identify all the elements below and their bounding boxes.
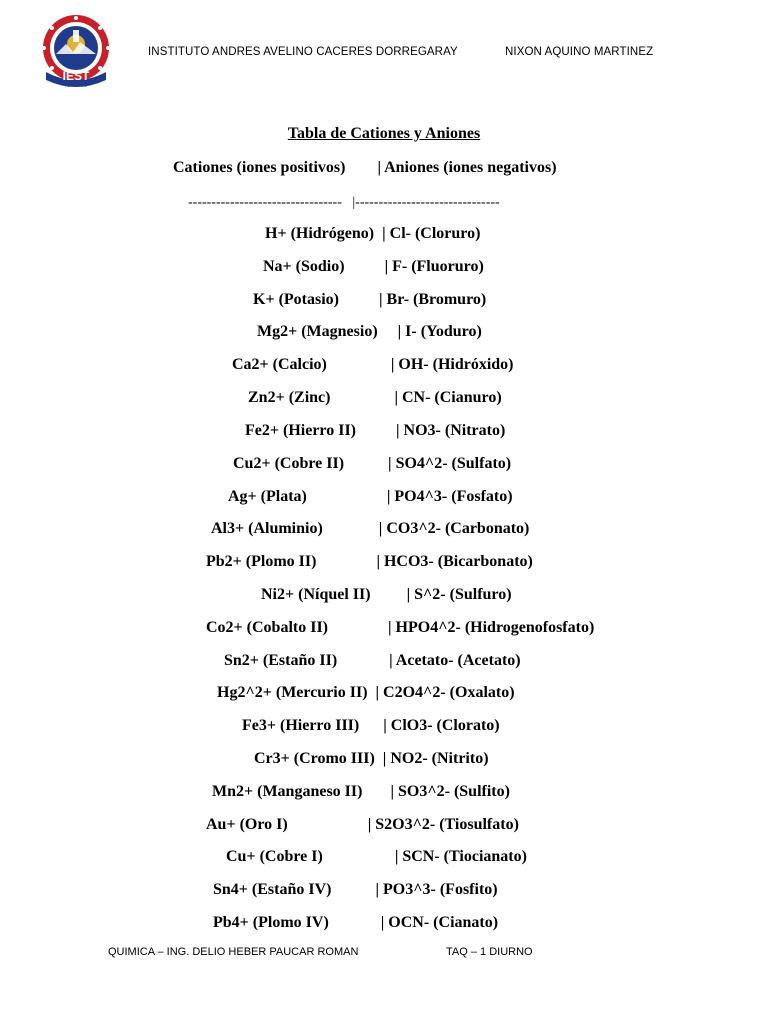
table-row: Mn2+ (Manganeso II) | SO3^2- (Sulfito) [212,783,510,800]
table-row: Fe2+ (Hierro II) | NO3- (Nitrato) [245,422,506,439]
author-name: NIXON AQUINO MARTINEZ [505,46,654,58]
page-title: Tabla de Cationes y Aniones [287,125,481,142]
institution-name: INSTITUTO ANDRES AVELINO CACERES DORREGARAY [148,46,458,58]
separator-line: --------------------------------- |------------------------------- [188,195,500,210]
logo-seal-icon [40,14,112,90]
institute-logo [40,14,112,90]
table-row: Pb2+ (Plomo II) | HCO3- (Bicarbonato) [206,553,533,570]
column-header: Cationes (iones positivos) | Aniones (iones negativos) [173,159,557,176]
table-row: Ag+ (Plata) | PO4^3- (Fosfato) [228,488,513,505]
table-row: Cr3+ (Cromo III) | NO2- (Nitrito) [254,750,489,767]
table-row: Zn2+ (Zinc) | CN- (Cianuro) [248,389,502,406]
table-row: K+ (Potasio) | Br- (Bromuro) [253,291,487,308]
table-row: Mg2+ (Magnesio) | I- (Yoduro) [257,323,482,340]
table-row: Co2+ (Cobalto II) | HPO4^2- (Hidrogenofosfato) [206,619,595,636]
table-row: Sn2+ (Estaño II) | Acetato- (Acetato) [224,652,521,669]
footer-group: TAQ – 1 DIURNO [446,946,533,958]
footer-course: QUIMICA – ING. DELIO HEBER PAUCAR ROMAN [108,946,359,958]
svg-text:HUANCAYO: HUANCAYO [64,83,88,88]
table-row: Na+ (Sodio) | F- (Fluoruro) [263,258,484,275]
table-row: Au+ (Oro I) | S2O3^2- (Tiosulfato) [206,816,519,833]
table-row: Al3+ (Aluminio) | CO3^2- (Carbonato) [211,520,530,537]
table-row: Hg2^2+ (Mercurio II) | C2O4^2- (Oxalato) [217,684,515,701]
table-row: Sn4+ (Estaño IV) | PO3^3- (Fosfito) [213,881,498,898]
table-row: Fe3+ (Hierro III) | ClO3- (Clorato) [242,717,500,734]
table-row: Cu+ (Cobre I) | SCN- (Tiocianato) [226,848,527,865]
table-row: Cu2+ (Cobre II) | SO4^2- (Sulfato) [233,455,512,472]
table-row: Ni2+ (Níquel II) | S^2- (Sulfuro) [261,586,512,603]
table-row: Pb4+ (Plomo IV) | OCN- (Cianato) [213,914,499,931]
table-row: H+ (Hidrógeno) | Cl- (Cloruro) [265,225,481,242]
svg-text:IEST: IEST [62,69,90,83]
table-row: Ca2+ (Calcio) | OH- (Hidróxido) [232,356,514,373]
